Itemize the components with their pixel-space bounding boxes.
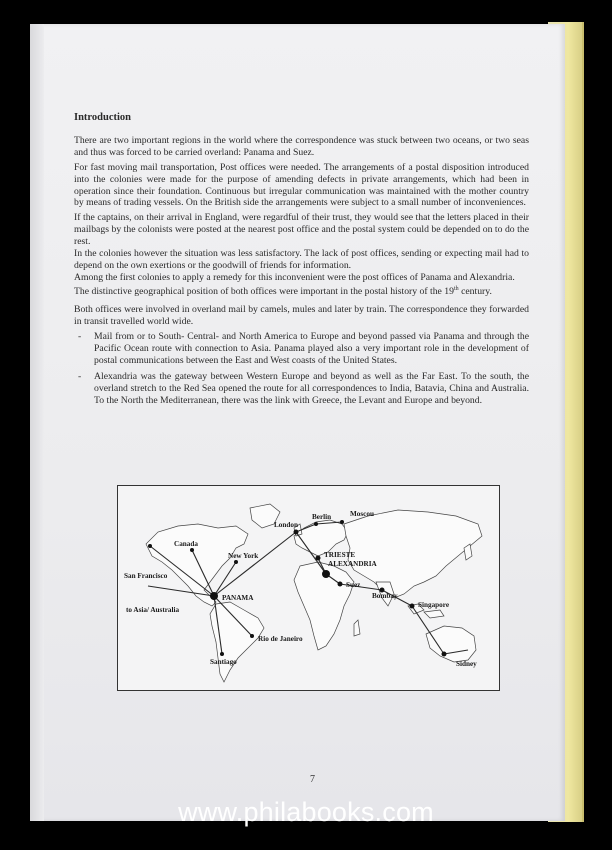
marker-santiago	[220, 652, 224, 656]
label-sidney: Sidney	[456, 660, 477, 668]
label-canada: Canada	[174, 540, 198, 548]
label-london: London	[274, 521, 298, 529]
bullet-dash: -	[78, 371, 82, 383]
paragraph-6-end: century.	[458, 286, 492, 298]
label-santiago: Santiago	[210, 658, 237, 666]
bullet-list	[74, 331, 529, 407]
marker-trieste	[316, 556, 321, 561]
bullet-text: Mail from or to South- Central- and North America to Europe and beyond passed via Panama and through the Pacific Ocean route with connection to Asia. Panama played also a very important role in the development of postal communications between the East and West coasts of the United States.	[94, 330, 529, 366]
label-san-francisco: San Francisco	[124, 572, 168, 580]
south-america-shape	[210, 602, 264, 682]
label-bombay: Bombay	[372, 592, 398, 600]
label-panama: PANAMA	[222, 594, 254, 602]
paragraph-2: For fast moving mail transportation, Post offices were needed. The arrangements of a postal disposition introduced into the colonies were made for the purpose of amending defects in private arrangements, which had been in operation since their foundation. Continuous but irregular communication was maintained with the mother country by means of trading vessels. On the British side the arrangements were subject to a small number of inconveniences.	[74, 161, 529, 209]
superscript-th: th	[453, 285, 459, 292]
label-singapore: Singapore	[418, 601, 450, 609]
madagascar-shape	[354, 620, 360, 636]
marker-suez	[338, 582, 343, 587]
label-moscow: Moscou	[350, 510, 374, 518]
marker-panama	[210, 592, 218, 600]
world-map	[118, 486, 499, 690]
watermark-text: www.philabooks.com	[178, 797, 434, 827]
bullet-item-panama	[74, 331, 529, 367]
paragraph-6-text: The distinctive geographical position of both offices were important in the postal history of the 19	[74, 286, 454, 298]
page-edge-shadow	[30, 24, 44, 821]
label-suez: Suez	[346, 581, 361, 589]
bullet-text: Alexandria was the gateway between Western Europe and beyond as well as the Far East. To the south, the overland stretch to the Red Sea opened the route for all correspondences to India, Batavia, China and Australia. To the North the Mediterranean, there was the link with Greece, the Levant and Europe and beyond.	[94, 371, 529, 407]
page-text	[74, 112, 529, 412]
marker-alexandria	[322, 570, 330, 578]
label-asia-australia: to Asia/ Australia	[126, 606, 180, 614]
marker-new-york	[234, 560, 238, 564]
marker-san-francisco	[148, 544, 152, 548]
paragraph-1: There are two important regions in the world where the correspondence was stuck between two oceans, or two seas and thus was forced to be carried overland: Panama and Suez.	[74, 134, 529, 158]
marker-canada	[190, 548, 194, 552]
section-heading: Introduction	[74, 112, 131, 123]
marker-moscow	[340, 520, 344, 524]
asia-shape	[344, 510, 482, 598]
paragraph-6	[74, 284, 529, 298]
bullet-item-alexandria	[74, 371, 529, 407]
label-berlin: Berlin	[312, 513, 332, 521]
paragraph-3: If the captains, on their arrival in England, were regardful of their trust, they would see that the letters placed in their mailbags by the colonists were posted at the nearest post office and the postal system could be depended on to do the rest.	[74, 212, 529, 248]
marker-london	[294, 530, 299, 535]
label-new-york: New York	[228, 552, 259, 560]
marker-berlin	[314, 522, 318, 526]
label-alexandria: ALEXANDRIA	[328, 560, 377, 568]
bullet-dash: -	[78, 330, 82, 342]
world-map-figure	[117, 485, 500, 691]
marker-rio	[250, 634, 254, 638]
label-rio: Rio de Janeiro	[258, 635, 303, 643]
page-number: 7	[310, 774, 315, 785]
marker-sidney	[442, 652, 447, 657]
paragraph-5: Among the first colonies to apply a remedy for this inconvenient were the post offices of Panama and Alexandria.	[74, 271, 515, 283]
australia-shape	[426, 626, 476, 662]
marker-singapore	[410, 604, 415, 609]
paragraph-4: In the colonies however the situation was less satisfactory. The lack of post offices, sending or expecting mail had to depend on the own exertions or the goodwill of friends for information.	[74, 248, 529, 271]
paragraph-7: Both offices were involved in overland mail by camels, mules and later by train. The correspondence they forwarded in transit travelled world wide.	[74, 303, 529, 327]
label-trieste: TRIESTE	[324, 551, 356, 559]
